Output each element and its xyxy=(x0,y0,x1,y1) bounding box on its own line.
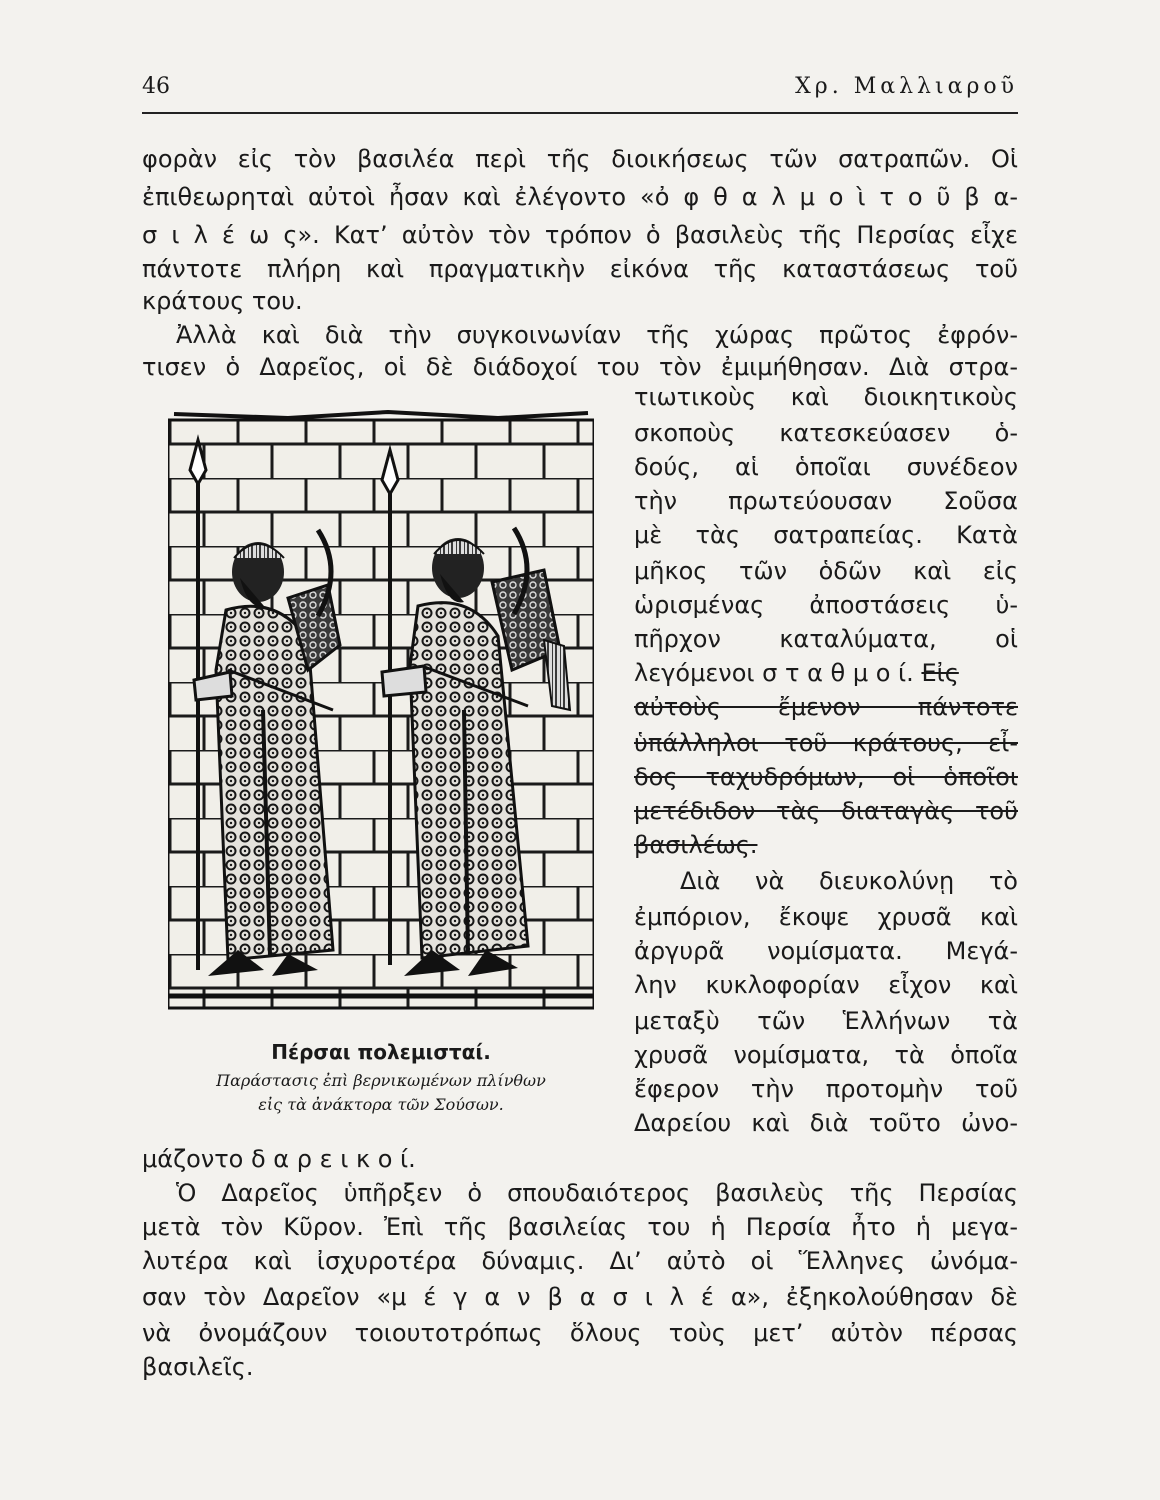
text-line: ἀργυρᾶ νομίσματα. Μεγά- xyxy=(634,937,1018,965)
running-title: Χρ. Μαλλιαροῦ xyxy=(795,74,1018,99)
text-line xyxy=(634,658,1018,688)
figure-caption-line: Παράστασις ἐπὶ βερνικωμένων πλίνθων xyxy=(216,1071,546,1090)
struck-line: μετέδιδον τὰς διαταγὰς τοῦ xyxy=(634,797,1018,825)
text-line: λην κυκλοφορίαν εἶχον καὶ xyxy=(634,971,1018,999)
text-line: Διὰ νὰ διευκολύνῃ τὸ xyxy=(680,867,1018,895)
page-number: 46 xyxy=(142,74,170,99)
text-line: ἐμπόριον, ἔκοψε χρυσᾶ καὶ xyxy=(634,903,1018,931)
text-line: ὡρισμένας ἀποστάσεις ὑ- xyxy=(634,591,1018,619)
text-line: σκοποὺς κατεσκεύασεν ὁ- xyxy=(634,419,1018,447)
figure-caption-line: εἰς τὰ ἀνάκτορα τῶν Σούσων. xyxy=(258,1095,504,1114)
text-line: μὲ τὰς σατραπείας. Κατὰ xyxy=(634,521,1018,549)
text-line: νὰ ὀνομάζουν τοιουτοτρόπως ὅλους τοὺς μετ’ αὐτὸν πέρσας xyxy=(142,1319,1018,1347)
text-line: λυτέρα καὶ ἰσχυροτέρα δύναμις. Δι’ αὐτὸ οἱ Ἕλληνες ὠνόμα- xyxy=(142,1247,1018,1275)
text-line: πάντοτε πλήρη καὶ πραγματικὴν εἰκόνα τῆς καταστάσεως τοῦ xyxy=(142,255,1018,283)
text-line: Δαρείου καὶ διὰ τοῦτο ὠνο- xyxy=(634,1109,1018,1137)
text-line: χρυσᾶ νομίσματα, τὰ ὁποῖα xyxy=(634,1041,1018,1069)
text-line: ἔφερον τὴν προτομὴν τοῦ xyxy=(634,1075,1018,1103)
text-line: βασιλεῖς. xyxy=(142,1353,254,1381)
text-line: σαν τὸν Δαρεῖον «μ έ γ α ν β α σ ι λ έ α», ἐξηκολούθησαν δὲ xyxy=(142,1283,1018,1311)
text-line: μάζοντο δ α ρ ε ι κ ο ί. xyxy=(142,1145,416,1173)
text-line: μετὰ τὸν Κῦρον. Ἐπὶ τῆς βασιλείας του ἡ Περσία ἦτο ἡ μεγα- xyxy=(142,1213,1018,1241)
text-line: Ὁ Δαρεῖος ὑπῆρξεν ὁ σπουδαιότερος βασιλεὺς τῆς Περσίας xyxy=(176,1179,1018,1207)
stathmoi-text: λεγόμενοι σ τ α θ μ ο ί. xyxy=(634,659,914,687)
text-line: κράτους του. xyxy=(142,287,303,315)
text-line: ἐπιθεωρηταὶ αὐτοὶ ἦσαν καὶ ἐλέγοντο «ὀ φ θ α λ μ ο ὶ τ ο ῦ β α- xyxy=(142,183,1018,211)
text-line: τισεν ὁ Δαρεῖος, οἱ δὲ διάδοχοί του τὸν ἐμιμήθησαν. Διὰ στρα- xyxy=(142,353,1018,381)
persian-warriors-illustration xyxy=(168,410,594,1022)
struck-line: αὐτοὺς ἔμενον πάντοτε xyxy=(634,693,1018,721)
figure-caption-title: Πέρσαι πολεμισταί. xyxy=(271,1040,491,1064)
struck-line: ὑπάλληλοι τοῦ κράτους, εἶ- xyxy=(634,729,1018,757)
running-header xyxy=(142,72,1018,114)
text-line: μεταξὺ τῶν Ἑλλήνων τὰ xyxy=(634,1007,1018,1035)
text-line: τὴν πρωτεύουσαν Σοῦσα xyxy=(634,487,1018,515)
struck-word: Εἰς xyxy=(921,659,959,687)
text-line: σ ι λ έ ω ς». Κατ’ αὐτὸν τὸν τρόπον ὁ βασιλεὺς τῆς Περσίας εἶχε xyxy=(142,221,1018,249)
text-line: δούς, αἱ ὁποῖαι συνέδεον xyxy=(634,453,1018,481)
text-line: μῆκος τῶν ὁδῶν καὶ εἰς xyxy=(634,557,1018,585)
text-line: φορὰν εἰς τὸν βασιλέα περὶ τῆς διοικήσεως τῶν σατραπῶν. Οἱ xyxy=(142,145,1018,173)
text-line: τιωτικοὺς καὶ διοικητικοὺς xyxy=(634,383,1018,411)
text-line: πῆρχον καταλύματα, οἱ xyxy=(634,625,1018,653)
struck-line: δος ταχυδρόμων, οἱ ὁποῖοι xyxy=(634,763,1018,791)
text-line: Ἀλλὰ καὶ διὰ τὴν συγκοινωνίαν τῆς χώρας πρῶτος ἐφρόν- xyxy=(176,321,1018,349)
struck-line: βασιλέως. xyxy=(634,831,758,859)
